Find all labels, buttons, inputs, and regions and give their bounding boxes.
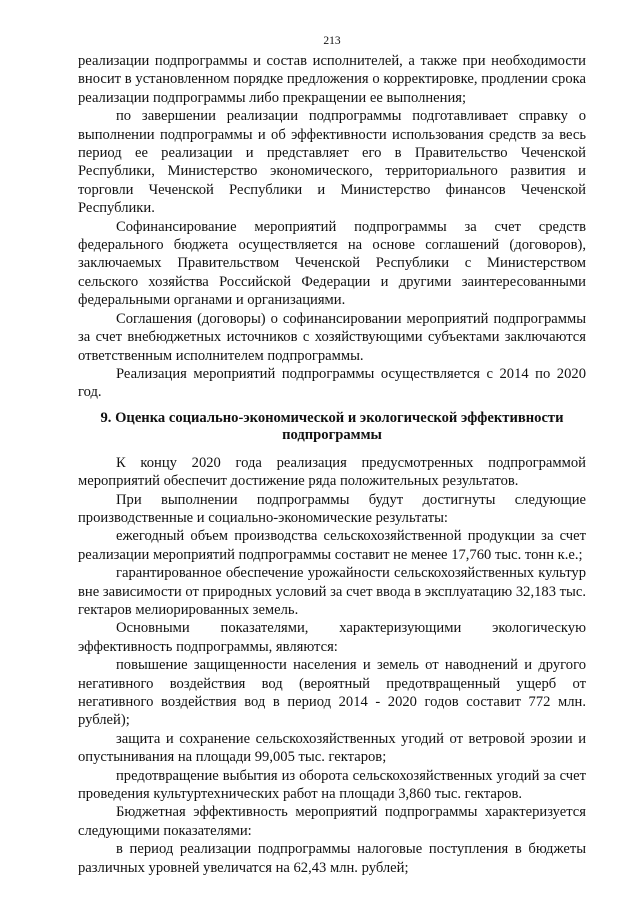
paragraph: ежегодный объем производства сельскохозяйственной продукции за счет реализации мероприятий подпрограммы составит не менее 17,760 тыс. тонн к.е.; (78, 528, 586, 563)
text-block-bottom (78, 454, 586, 877)
paragraph: гарантированное обеспечение урожайности сельскохозяйственных культур вне зависимости от природных условий за счет ввода в эксплуатацию 32,183 тыс. гектаров мелиорированных земель. (78, 565, 586, 618)
paragraph: Основными показателями, характеризующими экологическую эффективность подпрограммы, являются: (78, 620, 586, 655)
paragraph: Бюджетная эффективность мероприятий подпрограммы характеризуется следующими показателями: (78, 804, 586, 839)
paragraph: повышение защищенности населения и земель от наводнений и другого негативного воздействия вод (вероятный предотвращенный ущерб от негативного воздействия вод в период 2014 - 2020 годов составит 772 млн. рублей); (78, 657, 586, 729)
section-heading: 9. Оценка социально-экономической и экологической эффективности подпрограммы (100, 409, 564, 444)
document-page (78, 34, 586, 877)
paragraph: При выполнении подпрограммы будут достигнуты следующие производственные и социально-экономические результаты: (78, 491, 586, 526)
page-number: 213 (323, 35, 341, 47)
paragraph: реализации подпрограммы и состав исполнителей, а также при необходимости вносит в установленном порядке предложения о корректировке, продлении срока реализации подпрограммы либо прекращении ее выполнения; (78, 53, 586, 106)
paragraph: Реализация мероприятий подпрограммы осуществляется с 2014 по 2020 год. (78, 365, 586, 401)
paragraph: в период реализации подпрограммы налоговые поступления в бюджеты различных уровней увеличатся на 62,43 млн. рублей; (78, 841, 586, 876)
paragraph: К концу 2020 года реализация предусмотренных подпрограммой мероприятий обеспечит достижение ряда положительных результатов. (78, 454, 586, 490)
paragraph: Соглашения (договоры) о софинансировании мероприятий подпрограммы за счет внебюджетных источников с хозяйствующими субъектами заключаются ответственным исполнителем подпрограммы. (78, 310, 586, 364)
paragraph: Софинансирование мероприятий подпрограммы за счет средств федерального бюджета осуществляется на основе соглашений (договоров), заключаемых Правительством Чеченской Республики с Министерством сельского хозяйства Российской Федерации и другими заинтересованными федеральными органами и организациями. (78, 218, 586, 309)
text-block-top (78, 52, 586, 402)
paragraph: по завершении реализации подпрограммы подготавливает справку о выполнении подпрограммы и об эффективности использования средств за весь период ее реализации и представляет его в Правительство Чеченской Республики, Министерство экономического, территориального развития и торговли Чеченской Республики и Министерство финансов Чеченской Республики. (78, 108, 586, 217)
paragraph: защита и сохранение сельскохозяйственных угодий от ветровой эрозии и опустынивания на площади 99,005 тыс. гектаров; (78, 730, 586, 766)
paragraph: предотвращение выбытия из оборота сельскохозяйственных угодий за счет проведения культуртехнических работ на площади 3,860 тыс. гектаров. (78, 767, 586, 803)
